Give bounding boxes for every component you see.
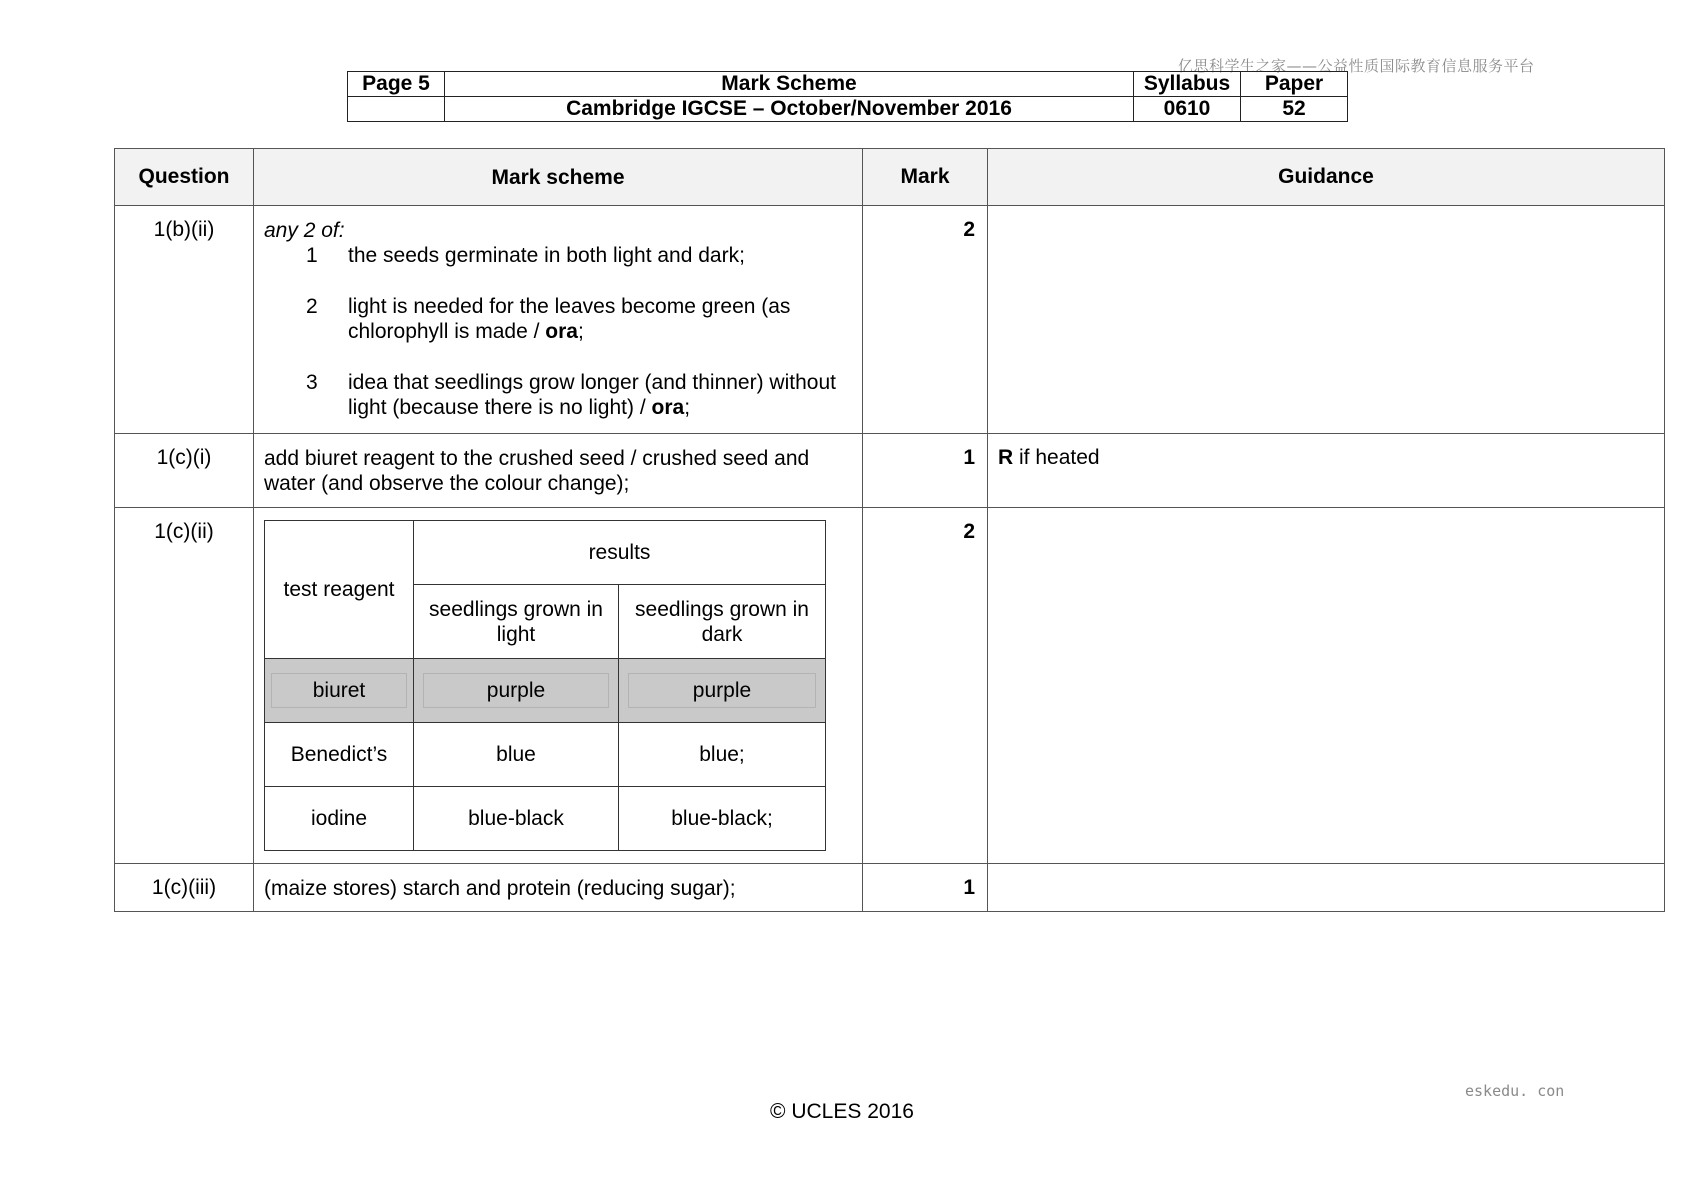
guidance-cell: [988, 434, 1665, 508]
syllabus-label: Syllabus: [1134, 72, 1241, 97]
ora-label: ora: [545, 320, 578, 343]
question-number: 1(c)(iii): [115, 864, 254, 912]
guidance-cell: [988, 864, 1665, 912]
document-subtitle: Cambridge IGCSE – October/November 2016: [445, 97, 1134, 122]
mark-value: 2: [863, 206, 988, 434]
header-seedlings-dark: seedlings grown in dark: [619, 585, 826, 659]
reagent-name: iodine: [265, 787, 414, 851]
mark-scheme-cell: [254, 508, 863, 864]
answer-point: [264, 294, 852, 344]
reagent-name: Benedict’s: [265, 723, 414, 787]
ora-label: ora: [651, 396, 685, 419]
mark-scheme-table: [114, 148, 1665, 912]
copyright-footer: © UCLES 2016: [770, 1100, 914, 1123]
mark-value: 2: [863, 508, 988, 864]
result-dark: blue-black;: [619, 787, 826, 851]
column-header-row: [115, 149, 1665, 206]
point-number: 2: [306, 295, 318, 318]
col-mark: Mark: [863, 149, 988, 206]
col-mark-scheme: Mark scheme: [254, 149, 863, 206]
table-row: [115, 434, 1665, 508]
point-number: 3: [306, 371, 318, 394]
result-light: blue: [414, 723, 619, 787]
header-test-reagent: test reagent: [265, 521, 414, 659]
answer-point: [264, 243, 852, 268]
mark-scheme-cell: (maize stores) starch and protein (reducing sugar);: [254, 864, 863, 912]
reject-label: R: [998, 446, 1014, 469]
question-number: 1(c)(ii): [115, 508, 254, 864]
guidance-cell: [988, 508, 1665, 864]
result-light: blue-black: [414, 787, 619, 851]
header-seedlings-light: seedlings grown in light: [414, 585, 619, 659]
results-table: [264, 520, 826, 851]
paper-number: 52: [1241, 97, 1348, 122]
col-guidance: Guidance: [988, 149, 1665, 206]
mark-scheme-cell: add biuret reagent to the crushed seed / crushed seed and water (and observe the colour change);: [254, 434, 863, 508]
point-number: 1: [306, 244, 318, 267]
any-two-intro: any 2 of:: [264, 219, 345, 242]
result-dark: purple: [628, 673, 815, 708]
watermark-top: 亿思科学生之家——公益性质国际教育信息服务平台: [1178, 57, 1535, 75]
question-number: 1(c)(i): [115, 434, 254, 508]
result-dark: blue;: [619, 723, 826, 787]
question-number: 1(b)(ii): [115, 206, 254, 434]
table-row: [115, 508, 1665, 864]
point-text: light is needed for the leaves become green (as chlorophyll is made / ora;: [348, 295, 791, 343]
col-question: Question: [115, 149, 254, 206]
guidance-text: if heated: [1019, 446, 1100, 469]
point-text: idea that seedlings grow longer (and thinner) without light (because there is no light) / ora;: [348, 371, 836, 419]
point-text: the seeds germinate in both light and dark;: [348, 244, 745, 267]
answer-point: [264, 370, 852, 420]
results-row-biuret: [265, 659, 826, 723]
document-title: Mark Scheme: [445, 72, 1134, 97]
page-empty-cell: [348, 97, 445, 122]
header-results: results: [414, 521, 826, 585]
paper-label: Paper: [1241, 72, 1348, 97]
results-row-benedicts: [265, 723, 826, 787]
mark-value: 1: [863, 434, 988, 508]
table-row: [115, 864, 1665, 912]
mark-scheme-cell: [254, 206, 863, 434]
results-row-iodine: [265, 787, 826, 851]
watermark-bottom: eskedu. con: [1465, 1082, 1565, 1100]
reagent-name: biuret: [271, 673, 406, 708]
mark-value: 1: [863, 864, 988, 912]
header-table: [347, 71, 1348, 122]
table-row: [115, 206, 1665, 434]
result-light: purple: [423, 673, 609, 708]
syllabus-code: 0610: [1134, 97, 1241, 122]
guidance-cell: [988, 206, 1665, 434]
page-number: Page 5: [348, 72, 445, 97]
